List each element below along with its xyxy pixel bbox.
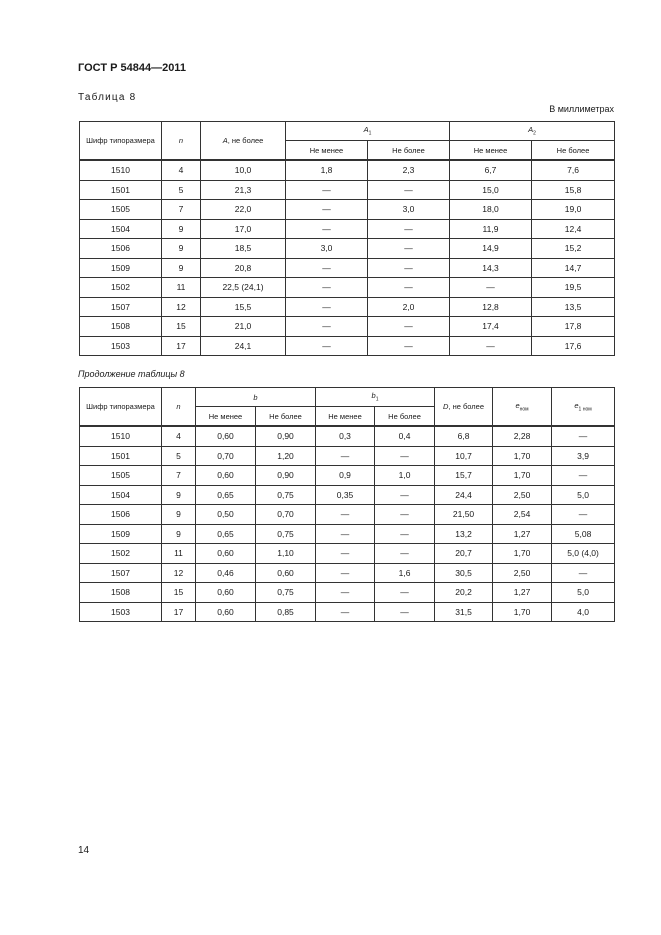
table-cell: 2,28 bbox=[493, 426, 552, 446]
table-cell: 4 bbox=[162, 426, 196, 446]
table-cell: 9 bbox=[162, 219, 201, 239]
table-cell: — bbox=[368, 336, 450, 356]
header-max: Не более bbox=[256, 407, 316, 427]
header-a: A, не более bbox=[201, 122, 286, 161]
table-cell: — bbox=[316, 583, 375, 603]
table-cell: 9 bbox=[162, 239, 201, 259]
table-cell: — bbox=[450, 278, 532, 298]
header-max: Не более bbox=[375, 407, 435, 427]
table-cell: 30,5 bbox=[435, 563, 493, 583]
table-cell: 6,8 bbox=[435, 426, 493, 446]
table-cell: 14,7 bbox=[532, 258, 615, 278]
table-cell: — bbox=[552, 466, 615, 486]
table-cell: 2,0 bbox=[368, 297, 450, 317]
table-cell: 11 bbox=[162, 278, 201, 298]
table-cell: 1508 bbox=[80, 583, 162, 603]
table-cell: 1,20 bbox=[256, 446, 316, 466]
table-cell: 11 bbox=[162, 544, 196, 564]
table-cell: — bbox=[552, 426, 615, 446]
table-cell: 1,6 bbox=[375, 563, 435, 583]
table-cell: 0,70 bbox=[196, 446, 256, 466]
table-cell: 12 bbox=[162, 563, 196, 583]
table-cell: — bbox=[286, 200, 368, 220]
table-cell: 0,60 bbox=[196, 583, 256, 603]
table-cell: 5 bbox=[162, 446, 196, 466]
table-cell: 1501 bbox=[80, 180, 162, 200]
table-cell: 0,35 bbox=[316, 485, 375, 505]
table-cell: 5,0 bbox=[552, 583, 615, 603]
table-cell: 3,0 bbox=[368, 200, 450, 220]
table-cell: 21,50 bbox=[435, 505, 493, 525]
table-cell: 1510 bbox=[80, 426, 162, 446]
table-cell: 13,5 bbox=[532, 297, 615, 317]
table-cell: 22,5 (24,1) bbox=[201, 278, 286, 298]
table-cell: 17 bbox=[162, 602, 196, 622]
table-cell: 2,50 bbox=[493, 485, 552, 505]
table-cell: 14,3 bbox=[450, 258, 532, 278]
table-cell: — bbox=[375, 485, 435, 505]
header-min: Не менее bbox=[286, 141, 368, 161]
table-cell: — bbox=[286, 336, 368, 356]
table-cell: 4,0 bbox=[552, 602, 615, 622]
table-cell: 15,2 bbox=[532, 239, 615, 259]
table-cell: 1504 bbox=[80, 485, 162, 505]
table-cell: — bbox=[368, 258, 450, 278]
table-cell: — bbox=[286, 180, 368, 200]
header-d: D, не более bbox=[435, 388, 493, 427]
table-cell: 0,85 bbox=[256, 602, 316, 622]
table-cell: 0,90 bbox=[256, 466, 316, 486]
table-cell: — bbox=[375, 446, 435, 466]
header-a1: $A_1$ bbox=[286, 122, 450, 141]
table-cell: 1505 bbox=[80, 200, 162, 220]
table-cell: 1503 bbox=[80, 336, 162, 356]
table-cell: 2,54 bbox=[493, 505, 552, 525]
table-row bbox=[80, 297, 615, 317]
table-label: Таблица 8 bbox=[78, 92, 137, 103]
table-cell: — bbox=[368, 219, 450, 239]
table-cell: — bbox=[316, 602, 375, 622]
table-cell: — bbox=[286, 297, 368, 317]
table-cell: — bbox=[375, 583, 435, 603]
table-cell: 9 bbox=[162, 258, 201, 278]
table-cell: 17,6 bbox=[532, 336, 615, 356]
table-cell: 5,08 bbox=[552, 524, 615, 544]
table-row bbox=[80, 278, 615, 298]
table-cell: 2,50 bbox=[493, 563, 552, 583]
document-header: ГОСТ Р 54844—2011 bbox=[78, 62, 186, 74]
header-n: n bbox=[162, 388, 196, 427]
table-cell: 21,3 bbox=[201, 180, 286, 200]
table-cell: 5,0 bbox=[552, 485, 615, 505]
table-cell: 1507 bbox=[80, 297, 162, 317]
table-row bbox=[80, 258, 615, 278]
table-row bbox=[80, 426, 615, 446]
table-row bbox=[80, 200, 615, 220]
table-row bbox=[80, 544, 615, 564]
table-cell: 0,3 bbox=[316, 426, 375, 446]
table-cell: 2,3 bbox=[368, 160, 450, 180]
table-cell: — bbox=[368, 278, 450, 298]
table-cell: 1509 bbox=[80, 258, 162, 278]
table-row bbox=[80, 160, 615, 180]
table-cell: 22,0 bbox=[201, 200, 286, 220]
table-cell: 17,0 bbox=[201, 219, 286, 239]
header-n: n bbox=[162, 122, 201, 161]
table-cell: 1510 bbox=[80, 160, 162, 180]
table-cell: 1504 bbox=[80, 219, 162, 239]
table-cell: 19,5 bbox=[532, 278, 615, 298]
table-cell: 4 bbox=[162, 160, 201, 180]
table-cell: 24,4 bbox=[435, 485, 493, 505]
table-cell: 7 bbox=[162, 466, 196, 486]
header-b1: $b_1$ bbox=[316, 388, 435, 407]
table-cell: — bbox=[316, 563, 375, 583]
table-cell: 1,27 bbox=[493, 524, 552, 544]
table-row bbox=[80, 180, 615, 200]
table-cell: 12,4 bbox=[532, 219, 615, 239]
table-cell: 1,8 bbox=[286, 160, 368, 180]
table-cell: 1,70 bbox=[493, 446, 552, 466]
table-cell: — bbox=[552, 563, 615, 583]
table-cell: 31,5 bbox=[435, 602, 493, 622]
table-cell: — bbox=[368, 180, 450, 200]
header-max: Не более bbox=[532, 141, 615, 161]
table-cell: — bbox=[368, 317, 450, 337]
header-e1: $e_{1 ном}$ bbox=[552, 388, 615, 427]
table-cell: 21,0 bbox=[201, 317, 286, 337]
table-cell: 18,5 bbox=[201, 239, 286, 259]
table-cell: — bbox=[368, 239, 450, 259]
table-cell: 1507 bbox=[80, 563, 162, 583]
table-cell: — bbox=[316, 524, 375, 544]
table-row bbox=[80, 563, 615, 583]
table-row bbox=[80, 583, 615, 603]
table-cell: 9 bbox=[162, 505, 196, 525]
table-cell: 13,2 bbox=[435, 524, 493, 544]
table-cell: 15,8 bbox=[532, 180, 615, 200]
table-cell: 24,1 bbox=[201, 336, 286, 356]
table-cell: 0,4 bbox=[375, 426, 435, 446]
table-cell: 5 bbox=[162, 180, 201, 200]
table-cell: 0,60 bbox=[196, 544, 256, 564]
header-max: Не более bbox=[368, 141, 450, 161]
table-cell: — bbox=[450, 336, 532, 356]
table-cell: 15,5 bbox=[201, 297, 286, 317]
table-cell: 0,9 bbox=[316, 466, 375, 486]
table-cell: 20,7 bbox=[435, 544, 493, 564]
table-cell: 0,90 bbox=[256, 426, 316, 446]
table-cell: 11,9 bbox=[450, 219, 532, 239]
table-cell: 0,60 bbox=[196, 466, 256, 486]
table-cell: 0,50 bbox=[196, 505, 256, 525]
table-cell: 0,60 bbox=[196, 602, 256, 622]
table-row bbox=[80, 485, 615, 505]
table-cell: 19,0 bbox=[532, 200, 615, 220]
dimensions-table bbox=[79, 121, 615, 356]
table-cell: — bbox=[316, 505, 375, 525]
table-cell: 1506 bbox=[80, 505, 162, 525]
table-cell: 5,0 (4,0) bbox=[552, 544, 615, 564]
table-cell: 1506 bbox=[80, 239, 162, 259]
table-cell: — bbox=[375, 544, 435, 564]
table-row bbox=[80, 466, 615, 486]
table-cell: 17,8 bbox=[532, 317, 615, 337]
header-a2: $A_2$ bbox=[450, 122, 615, 141]
table-cell: 0,75 bbox=[256, 524, 316, 544]
table-cell: 1501 bbox=[80, 446, 162, 466]
table-cell: 1502 bbox=[80, 544, 162, 564]
table-cell: 3,9 bbox=[552, 446, 615, 466]
table-row bbox=[80, 219, 615, 239]
table-row bbox=[80, 446, 615, 466]
table-cell: 15 bbox=[162, 583, 196, 603]
table-cell: — bbox=[375, 602, 435, 622]
table-cell: 17 bbox=[162, 336, 201, 356]
table-cell: — bbox=[286, 317, 368, 337]
table-cell: 0,65 bbox=[196, 485, 256, 505]
table-cell: 20,8 bbox=[201, 258, 286, 278]
continuation-caption: Продолжение таблицы 8 bbox=[78, 369, 185, 379]
table-cell: 0,75 bbox=[256, 485, 316, 505]
table-cell: 9 bbox=[162, 485, 196, 505]
table-cell: 1,0 bbox=[375, 466, 435, 486]
table-cell: 12 bbox=[162, 297, 201, 317]
table-cell: 14,9 bbox=[450, 239, 532, 259]
table-cell: 12,8 bbox=[450, 297, 532, 317]
table-cell: 0,60 bbox=[196, 426, 256, 446]
table-cell: 10,7 bbox=[435, 446, 493, 466]
table-cell: — bbox=[286, 258, 368, 278]
table-cell: 17,4 bbox=[450, 317, 532, 337]
table-cell: 7 bbox=[162, 200, 201, 220]
table-cell: 7,6 bbox=[532, 160, 615, 180]
table-cell: 0,65 bbox=[196, 524, 256, 544]
table-row bbox=[80, 505, 615, 525]
table-cell: — bbox=[316, 544, 375, 564]
table-cell: — bbox=[286, 278, 368, 298]
table-cell: 1,70 bbox=[493, 602, 552, 622]
table-cell: 20,2 bbox=[435, 583, 493, 603]
table-cell: 10,0 bbox=[201, 160, 286, 180]
header-code: Шифр типоразмера bbox=[80, 122, 162, 161]
units-label: В миллиметрах bbox=[549, 104, 614, 114]
table-cell: 1503 bbox=[80, 602, 162, 622]
table-cell: 1,70 bbox=[493, 466, 552, 486]
table-cell: 0,70 bbox=[256, 505, 316, 525]
table-cell: 0,60 bbox=[256, 563, 316, 583]
header-e: $e_{ном}$ bbox=[493, 388, 552, 427]
table-row bbox=[80, 602, 615, 622]
header-b: b bbox=[196, 388, 316, 407]
table-cell: — bbox=[375, 524, 435, 544]
table-cell: 3,0 bbox=[286, 239, 368, 259]
table-cell: 0,75 bbox=[256, 583, 316, 603]
table-cell: 1,70 bbox=[493, 544, 552, 564]
table-row bbox=[80, 336, 615, 356]
table-cell: 15 bbox=[162, 317, 201, 337]
header-min: Не менее bbox=[196, 407, 256, 427]
table-row bbox=[80, 317, 615, 337]
continuation-table bbox=[79, 387, 615, 622]
page-number: 14 bbox=[78, 845, 90, 856]
table-cell: — bbox=[286, 219, 368, 239]
table-cell: — bbox=[375, 505, 435, 525]
table-cell: 1509 bbox=[80, 524, 162, 544]
table-row bbox=[80, 239, 615, 259]
table-cell: 1,27 bbox=[493, 583, 552, 603]
table-cell: 18,0 bbox=[450, 200, 532, 220]
header-min: Не менее bbox=[316, 407, 375, 427]
table-cell: 6,7 bbox=[450, 160, 532, 180]
table-cell: 15,7 bbox=[435, 466, 493, 486]
header-min: Не менее bbox=[450, 141, 532, 161]
table-cell: — bbox=[552, 505, 615, 525]
table-cell: 1,10 bbox=[256, 544, 316, 564]
table-cell: 1508 bbox=[80, 317, 162, 337]
table-cell: — bbox=[316, 446, 375, 466]
header-code: Шифр типоразмера bbox=[80, 388, 162, 427]
table-cell: 1502 bbox=[80, 278, 162, 298]
table-cell: 1505 bbox=[80, 466, 162, 486]
table-cell: 0,46 bbox=[196, 563, 256, 583]
table-cell: 15,0 bbox=[450, 180, 532, 200]
table-cell: 9 bbox=[162, 524, 196, 544]
table-row bbox=[80, 524, 615, 544]
